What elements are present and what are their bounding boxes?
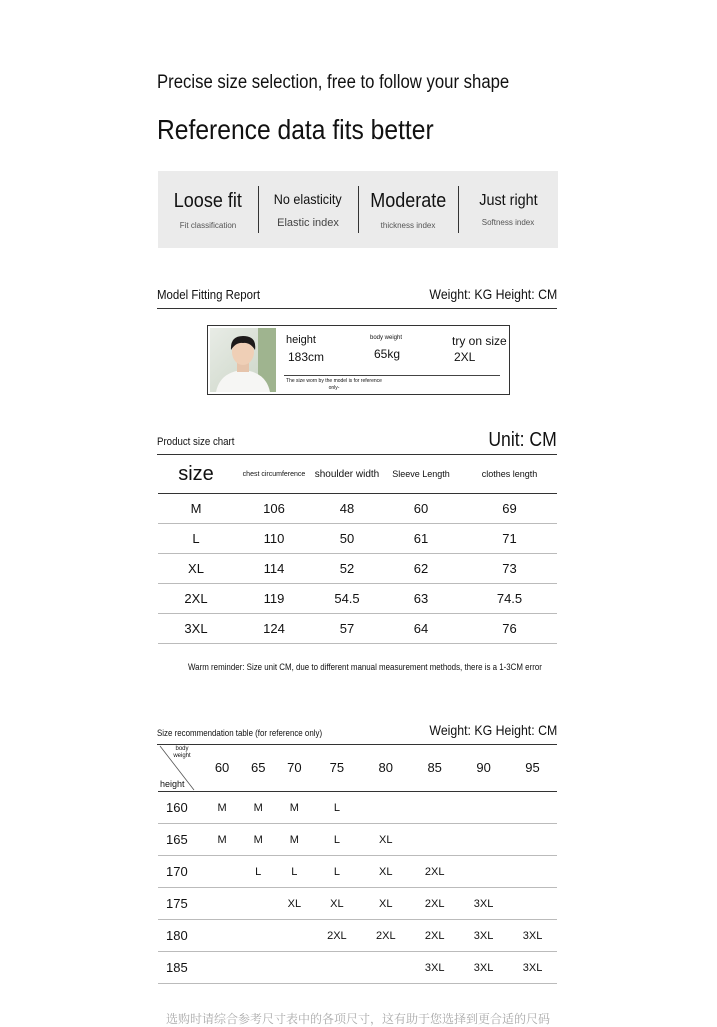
size-cell [508, 888, 557, 920]
length-col-header: clothes length [462, 455, 557, 494]
corner-bottom-label: height [160, 779, 185, 789]
page-title: Reference data fits better [157, 114, 434, 145]
table-row [158, 792, 557, 824]
size-cell: M [276, 824, 312, 856]
table-cell: XL [158, 554, 234, 584]
table-row [158, 888, 557, 920]
feature-softness-label: Softness index [481, 218, 535, 227]
size-cell [312, 952, 361, 984]
size-cell: 3XL [508, 952, 557, 984]
table-cell: M [158, 494, 234, 524]
table-cell: 61 [380, 524, 462, 554]
chest-col-header: chest circumference [234, 455, 314, 494]
size-cell: L [312, 792, 361, 824]
weight-col-header: 60 [204, 744, 240, 792]
size-cell: M [240, 792, 276, 824]
table-row [158, 494, 557, 524]
size-cell [204, 952, 240, 984]
size-cell: 2XL [410, 888, 459, 920]
size-cell [361, 792, 410, 824]
height-cell: 175 [158, 888, 204, 920]
recommendation-units: Weight: KG Height: CM [429, 722, 557, 738]
table-cell: 124 [234, 614, 314, 644]
table-row [158, 952, 557, 984]
table-row [158, 824, 557, 856]
model-person-icon [210, 328, 276, 392]
weight-col-header: 80 [361, 744, 410, 792]
weight-col-header: 65 [240, 744, 276, 792]
size-cell [459, 856, 508, 888]
feature-fit [158, 171, 258, 248]
size-chart-header-row [158, 455, 557, 494]
feature-softness-value: Just right [478, 192, 538, 209]
height-cell: 180 [158, 920, 204, 952]
page-subtitle: Precise size selection, free to follow your shape [157, 72, 510, 93]
table-cell: 119 [234, 584, 314, 614]
table-cell: 110 [234, 524, 314, 554]
table-cell: L [158, 524, 234, 554]
table-row [158, 554, 557, 584]
size-cell: 3XL [459, 920, 508, 952]
weight-col-header: 90 [459, 744, 508, 792]
size-cell: XL [276, 888, 312, 920]
weight-col-header: 75 [312, 744, 361, 792]
size-cell [410, 792, 459, 824]
table-cell: 64 [380, 614, 462, 644]
size-cell: M [240, 824, 276, 856]
table-cell: 50 [314, 524, 380, 554]
size-cell [240, 888, 276, 920]
feature-thickness-value: Moderate [369, 189, 447, 212]
size-cell [204, 856, 240, 888]
height-cell: 170 [158, 856, 204, 888]
table-cell: 62 [380, 554, 462, 584]
height-cell: 160 [158, 792, 204, 824]
height-cell: 185 [158, 952, 204, 984]
size-cell: 3XL [459, 888, 508, 920]
size-cell: 2XL [410, 920, 459, 952]
table-row [158, 584, 557, 614]
table-cell: 52 [314, 554, 380, 584]
height-cell: 165 [158, 824, 204, 856]
recommendation-header [157, 714, 557, 745]
table-row [158, 524, 557, 554]
recommendation-header-row [158, 744, 557, 792]
size-cell: L [240, 856, 276, 888]
size-cell [204, 920, 240, 952]
model-card-note: The size worn by the model is for reference only- [286, 378, 382, 391]
model-report-header [157, 279, 557, 309]
size-cell: 3XL [508, 920, 557, 952]
model-card [207, 325, 510, 395]
feature-elastic-value: No elasticity [274, 190, 342, 207]
recommendation-table [158, 744, 557, 984]
table-row [158, 856, 557, 888]
feature-elastic [258, 171, 358, 248]
table-cell: 3XL [158, 614, 234, 644]
table-cell: 57 [314, 614, 380, 644]
size-col-header: size [158, 455, 234, 494]
size-cell: 3XL [410, 952, 459, 984]
recommendation-corner [158, 744, 204, 792]
size-cell [508, 792, 557, 824]
feature-thickness [358, 171, 458, 248]
sleeve-col-header: Sleeve Length [380, 455, 462, 494]
table-cell: 69 [462, 494, 557, 524]
table-cell: 73 [462, 554, 557, 584]
model-card-divider [284, 375, 500, 376]
size-cell: 2XL [410, 856, 459, 888]
recommendation-title: Size recommendation table (for reference only) [157, 728, 323, 738]
footer-note: 选购时请综合参考尺寸表中的各项尺寸，这有助于您选择到更合适的尺码 [166, 1012, 551, 1026]
table-cell: 54.5 [314, 584, 380, 614]
table-cell: 106 [234, 494, 314, 524]
size-cell: XL [361, 824, 410, 856]
weight-col-header: 95 [508, 744, 557, 792]
size-cell: 2XL [312, 920, 361, 952]
table-cell: 48 [314, 494, 380, 524]
size-cell: M [276, 792, 312, 824]
feature-softness [458, 171, 558, 248]
weight-col-header: 85 [410, 744, 459, 792]
size-cell: XL [312, 888, 361, 920]
size-cell [410, 824, 459, 856]
model-weight-label: body weight [370, 335, 403, 341]
model-height-value: 183cm [288, 350, 325, 364]
size-cell [459, 824, 508, 856]
model-report-title: Model Fitting Report [157, 287, 261, 302]
size-cell: M [204, 792, 240, 824]
size-chart-table [158, 455, 557, 644]
size-cell [508, 856, 557, 888]
size-cell [508, 824, 557, 856]
model-report-units: Weight: KG Height: CM [429, 286, 557, 302]
model-size-label: try on size [452, 334, 507, 348]
size-cell: L [276, 856, 312, 888]
size-cell [361, 952, 410, 984]
size-chart-title: Product size chart [157, 436, 235, 448]
size-cell [276, 952, 312, 984]
size-cell [276, 920, 312, 952]
feature-strip [158, 171, 558, 248]
model-photo [210, 328, 276, 392]
model-height-label: height [286, 334, 316, 346]
table-cell: 74.5 [462, 584, 557, 614]
size-cell [240, 952, 276, 984]
table-cell: 71 [462, 524, 557, 554]
model-weight-value: 65kg [374, 347, 401, 361]
size-chart-header [157, 424, 557, 455]
table-row [158, 614, 557, 644]
size-cell: 2XL [361, 920, 410, 952]
size-chart-unit: Unit: CM [488, 429, 557, 451]
size-cell [240, 920, 276, 952]
size-cell: 3XL [459, 952, 508, 984]
size-cell: M [204, 824, 240, 856]
size-cell: XL [361, 856, 410, 888]
size-cell: L [312, 824, 361, 856]
table-cell: 2XL [158, 584, 234, 614]
corner-top-label: body weight [173, 746, 191, 759]
feature-fit-label: Fit classification [179, 220, 237, 230]
shoulder-col-header: shoulder width [314, 455, 380, 494]
model-size-value: 2XL [454, 350, 476, 364]
table-row [158, 920, 557, 952]
warm-reminder: Warm reminder: Size unit CM, due to different manual measurement methods, there is a 1-3CM error [188, 662, 542, 672]
table-cell: 114 [234, 554, 314, 584]
table-cell: 76 [462, 614, 557, 644]
table-cell: 63 [380, 584, 462, 614]
table-cell: 60 [380, 494, 462, 524]
feature-thickness-label: thickness index [380, 220, 436, 230]
feature-elastic-label: Elastic index [277, 216, 339, 229]
size-cell [204, 888, 240, 920]
size-cell: XL [361, 888, 410, 920]
size-cell [459, 792, 508, 824]
weight-col-header: 70 [276, 744, 312, 792]
feature-fit-value: Loose fit [173, 189, 243, 212]
size-cell: L [312, 856, 361, 888]
